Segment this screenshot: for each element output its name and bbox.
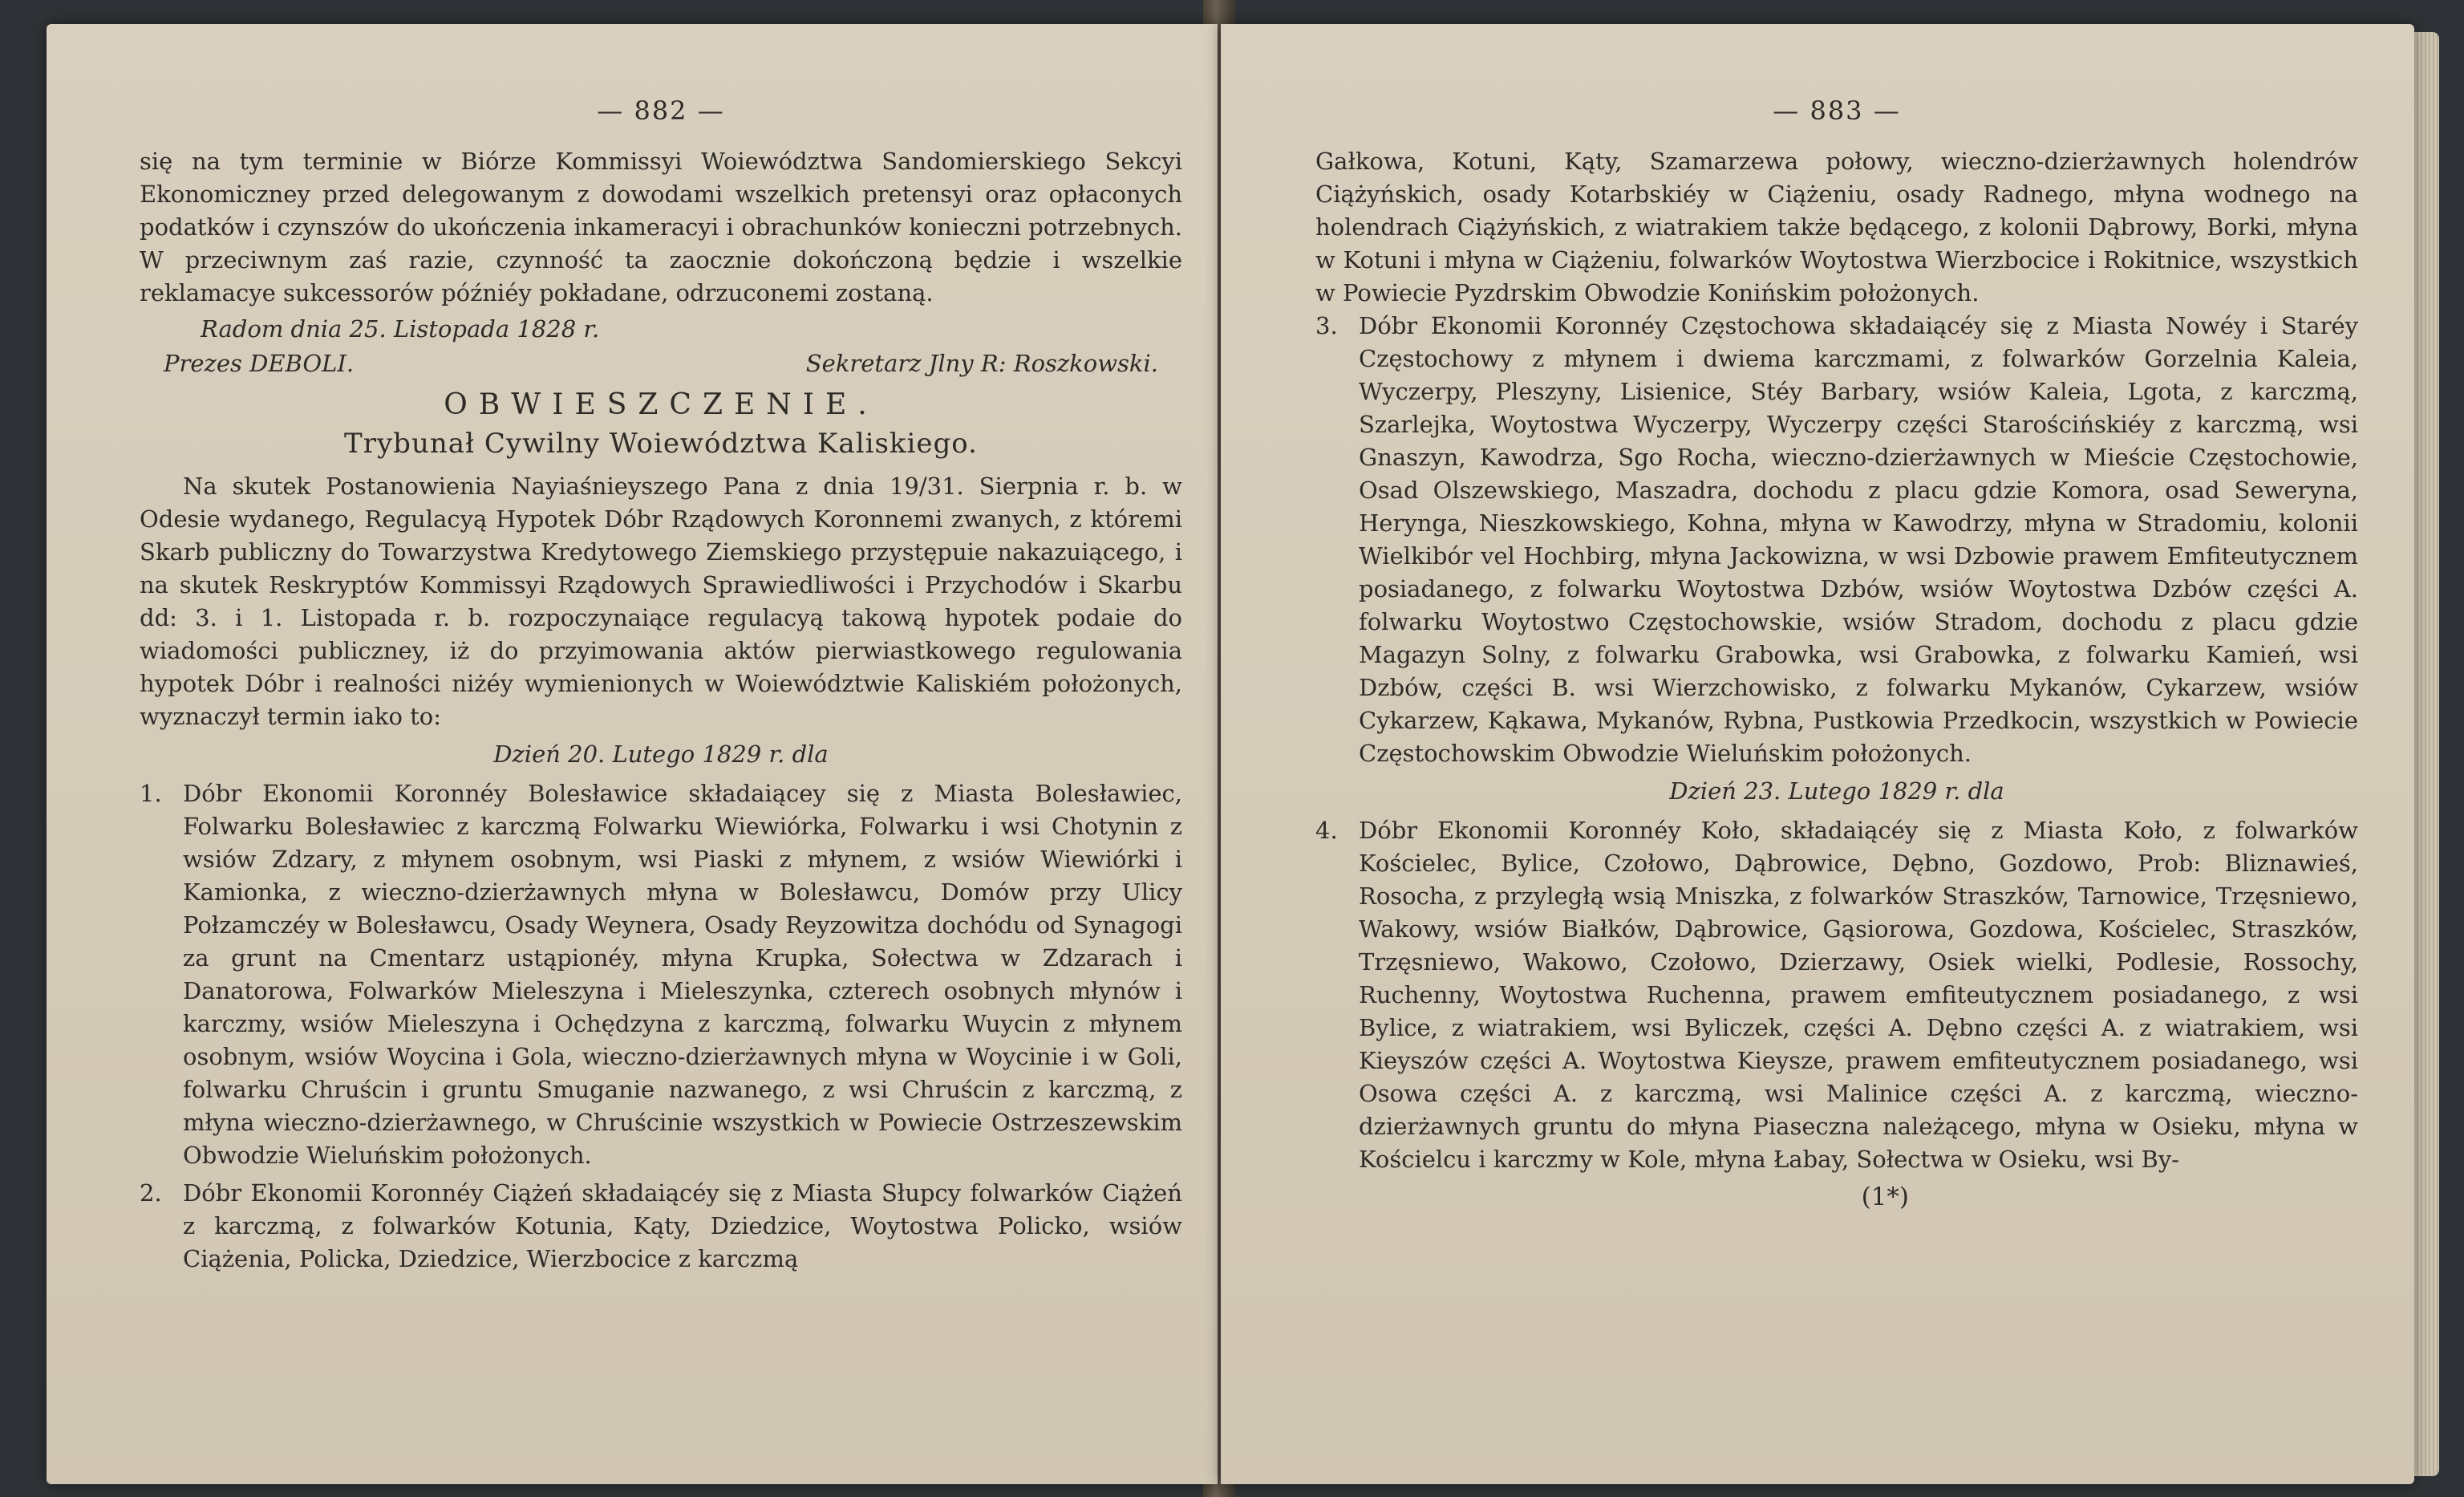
item-text: Dóbr Ekonomii Koronnéy Częstochowa składaiącéy się z Miasta Nowéy i Staréy Częstochowy z młynem i dwiema karczmami, z folwarków Gorzelnia Kaleia, Wyczerpy, Pleszyny, Lisienice, Stéy Barbary, wsiów Kaleia, Lgota, z karczmą, Szarlejka, Woytostwa Wyczerpy, Wyczerpy części Starościńskiéy z karczmą, wsi Gnaszyn, Kawodrza, Sgo Rocha, wieczno-dzierżawnych w Mieście Częstochowie, Osad Olszewskiego, Maszadra, dochodu z placu gdzie Komora, osad Seweryna, Herynga, Nieszkowskiego, Kohna, młyna w Kawodrzy, młyna w Stradomiu, kolonii Wielkibór vel Hochbirg, młyna Jackowizna, w wsi Dzbowie prawem Emfiteutycznem posiadanego, z folwarku Woytostwa Dzbów, wsiów Woytostwa Dzbów części A. folwarku Woytostwo Częstochowskie, wsiów Stradom, dochodu z placu gdzie Magazyn Solny, z folwarku Grabowka, wsi Grabowka, z folwarku Kamień, wsi Dzbów, części B. wsi Wierzchowisko, z folwarku Mykanów, Cykarzew, wsiów Cykarzew, Kąkawa, Mykanów, Rybna, Pustkowia Przedkocin, wszystkich w Powiecie Częstochowskim Obwodzie Wieluńskim położonych. — [1359, 312, 2358, 767]
right-continuation-paragraph: Gałkowa, Kotuni, Kąty, Szamarzewa połowy, wieczno-dzierżawnych holendrów Ciążyńskich, osady Kotarbskiéy w Ciążeniu, osady Radnego, młyna wodnego na holendrach Ciążyńskich, z wiatrakiem także będącego, z kolonii Dąbrowy, Borki, młyna w Kotuni i młyna w Ciążeniu, folwarków Woytostwa Wierzbocice i Rokitnice, wszystkich w Powiecie Pyzdrskim Obwodzie Konińskim położonych. — [1315, 148, 2358, 306]
right-page — [1221, 24, 2414, 1484]
president-signature: Prezes DEBOLI. — [164, 350, 355, 377]
page-edges — [2410, 32, 2439, 1476]
secretary-signature: Sekretarz Jlny R: Roszkowski. — [805, 350, 1158, 377]
list-item — [140, 1177, 1182, 1276]
right-page-content — [1315, 95, 2358, 1214]
item-number: 4. — [1315, 817, 1338, 844]
day-heading-20: Dzień 20. Lutego 1829 r. dla — [493, 740, 829, 768]
signature-row — [140, 347, 1182, 380]
right-page-number: — 883 — — [1773, 95, 1901, 126]
item-number: 2. — [140, 1179, 162, 1207]
notice-heading: OBWIESZCZENIE. — [444, 388, 878, 421]
item-number: 1. — [140, 780, 162, 807]
left-page-number: — 882 — — [597, 95, 725, 126]
item-number: 3. — [1315, 312, 1338, 339]
left-page-content — [140, 95, 1182, 1280]
notice-body: Na skutek Postanowienia Nayiaśnieyszego Pana z dnia 19/31. Sierpnia r. b. w Odesie wydanego, Regulacyą Hypotek Dóbr Rządowych Koronnemi zwanych, z któremi Skarb publiczny do Towarzystwa Kredytowego Ziemskiego przystępuie nakazuiącego, i na skutek Reskryptów Kommissyi Rządowych Sprawiedliwości i Przychodów i Skarbu dd: 3. i 1. Listopada r. b. rozpoczynaiące regulacyą takową hypotek podaie do wiadomości publiczney, iż do przyimowania aktów pierwiastkowego regulowania hypotek Dóbr i realności niżéy wymienionych w Woiewództwie Kaliskiém położonych, wyznaczył termin iako to: — [140, 473, 1182, 730]
notice-subheading: Trybunał Cywilny Woiewództwa Kaliskiego. — [344, 428, 978, 460]
left-page — [47, 24, 1218, 1484]
day-heading-23: Dzień 23. Lutego 1829 r. dla — [1669, 777, 2004, 805]
left-intro-paragraph: się na tym terminie w Biórze Kommissyi Woiewództwa Sandomierskiego Sekcyi Ekonomiczney przed delegowanym z dowodami wszelkich pretensyi oraz opłaconych podatków i czynszów do ukończenia inkameracyi i obrachunków konieczni potrzebnych. W przeciwnym zaś razie, czynność ta zaocznie dokończoną będzie i wszelkie reklamacye sukcessorów późniéy pokładane, odrzuconemi zostaną. — [140, 148, 1182, 306]
list-item — [140, 777, 1182, 1172]
item-text: Dóbr Ekonomii Koronnéy Bolesławice składaiącey się z Miasta Bolesławiec, Folwarku Bolesławiec z karczmą Folwarku Wiewiórka, Folwarku i wsi Chotynin z wsiów Zdzary, z młynem osobnym, wsi Piaski z młynem, z wsiów Wiewiórki i Kamionka, z wieczno-dzierżawnych młyna w Bolesławcu, Domów przy Ulicy Połzamczéy w Bolesławcu, Osady Weynera, Osady Reyzowitza dochódu od Synagogi za grunt na Cmentarz ustąpionéy, młyna Krupka, Sołectwa w Zdzarach i Danatorowa, Folwarków Mieleszyna i Mieleszynka, czterech osobnych młynów i karczmy, wsiów Mieleszyna i Ochędzyna z karczmą, folwarku Wuycin z młynem osobnym, wsiów Woycina i Gola, wieczno-dzierżawnych młyna w Woycinie i w Goli, folwarku Chruścin i gruntu Smuganie nazwanego, z wsi Chruścin z karczmą, z młyna wieczno-dzierżawnego, w Chruścinie wszystkich w Powiecie Ostrzeszewskim Obwodzie Wieluńskim położonych. — [183, 780, 1182, 1169]
item-text: Dóbr Ekonomii Koronnéy Ciążeń składaiącéy się z Miasta Słupcy folwarków Ciążeń z karczmą, z folwarków Kotunia, Kąty, Dziedzice, Woytostwa Policko, wsiów Ciążenia, Policka, Dziedzice, Wierzbocice z karczmą — [183, 1179, 1182, 1272]
date-line: Radom dnia 25. Listopada 1828 r. — [201, 315, 600, 343]
item-text: Dóbr Ekonomii Koronnéy Koło, składaiącéy się z Miasta Koło, z folwarków Kościelec, Bylice, Czołowo, Dąbrowice, Dębno, Gozdowo, Prob: Bliznawieś, Rosocha, z przyległą wsią Mniszka, z folwarków Straszków, Tarnowice, Trzęsniewo, Wakowy, wsiów Białków, Dąbrowice, Gąsiorowa, Gozdowa, Kościelec, Straszków, Trzęsniewo, Wakowo, Czołowo, Dzierzawy, Osiek wielki, Podlesie, Rossochy, Ruchenny, Woytostwa Ruchenna, prawem emfiteutycznem posiadanego, z wsi Bylice, z wiatrakiem, wsi Byliczek, części A. Dębno części A. z wiatrakiem, wsi Kieyszów części A. Woytostwa Kieysze, prawem emfiteutycznem posiadanego, wsi Osowa części A. z karczmą, wsi Malinice części A. z karczmą, wieczno- dzierżawnych gruntu do młyna Piaseczna należącego, młyna w Osieku, młyna w Kościelcu i karczmy w Kole, młyna Łabay, Sołectwa w Osieku, wsi By- — [1359, 817, 2358, 1173]
list-item — [1315, 310, 2358, 770]
printer-signature-mark: (1*) — [1861, 1183, 1909, 1211]
list-item — [1315, 814, 2358, 1176]
